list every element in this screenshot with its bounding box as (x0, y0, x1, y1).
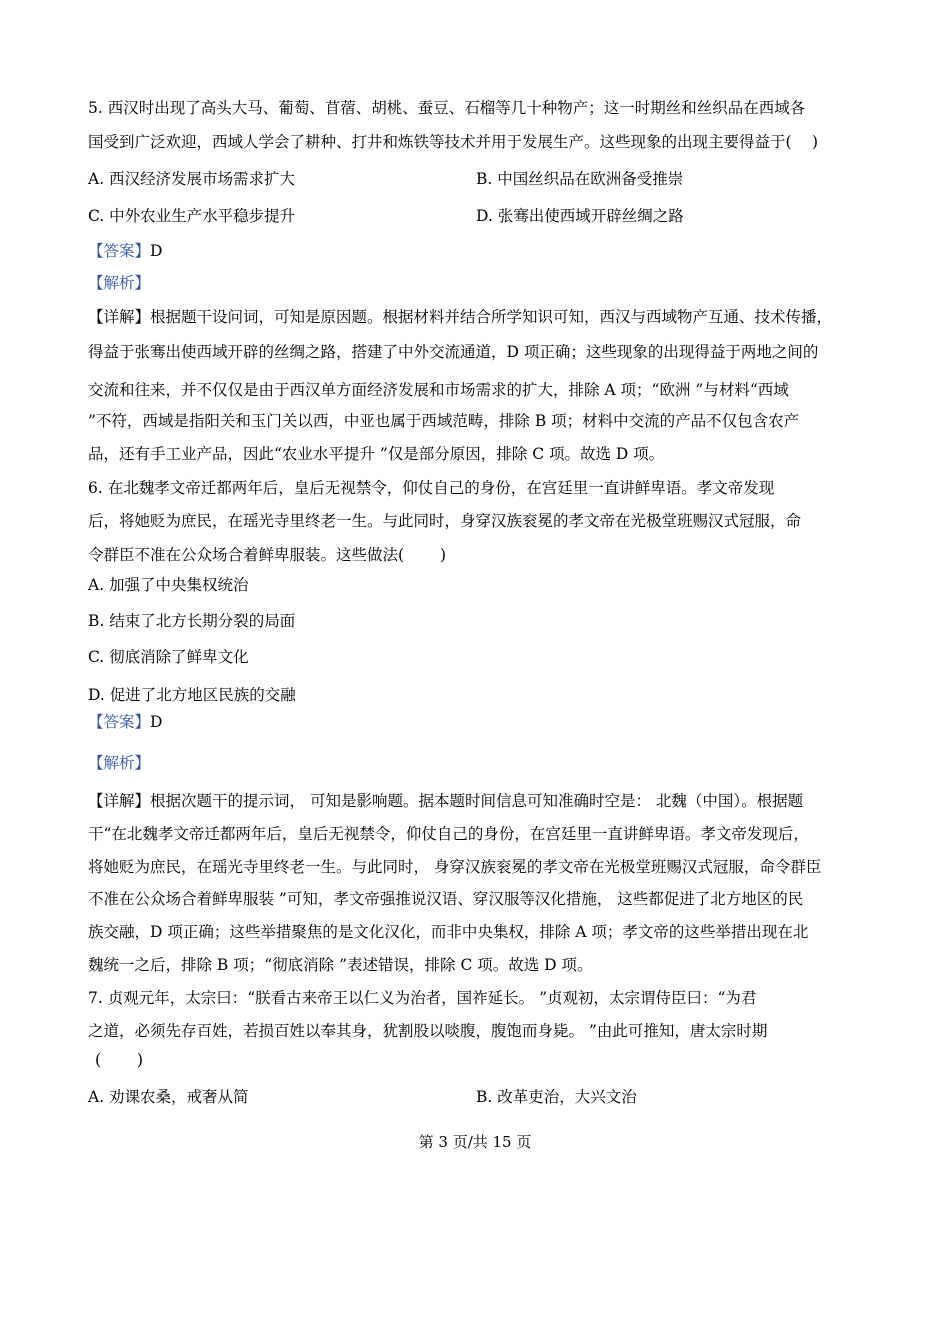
q6-answer-value: D (150, 713, 163, 731)
q5-stem-line-2: 国受到广泛欢迎，西域人学会了耕种、打井和炼铁等技术并用于发展生产。这些现象的出现主要得益于( ) (88, 133, 819, 151)
q6-stem-line-2: 后，将她贬为庶民，在瑶光寺里终老一生。与此同时，身穿汉族衮冕的孝文帝在光极堂班赐汉式冠服，命 (88, 512, 802, 530)
q6-option-d: D. 促进了北方地区民族的交融 (88, 686, 296, 704)
q5-detail-line-5: 品，还有手工业产品，因此“农业水平提升 ”仅是部分原因，排除 C 项。故选 D 项。 (88, 445, 665, 463)
q5-option-b: B. 中国丝织品在欧洲备受推崇 (476, 170, 684, 188)
q5-option-a: A. 西汉经济发展市场需求扩大 (88, 170, 296, 188)
q6-detail-line-5: 族交融，D 项正确；这些举措聚焦的是文化汉化，而非中央集权，排除 A 项；孝文帝的这些举措出现在北 (88, 923, 809, 941)
q6-detail-line-2: 干“在北魏孝文帝迁都两年后，皇后无视禁令，仰仗自己的身份，在宫廷里一直讲鲜卑语。孝文帝发现后， (88, 825, 809, 843)
q6-detail-text-1: 根据次题干的提示词， 可知是影响题。据本题时间信息可知准确时空是： 北魏（中国）。根据题 (150, 792, 804, 810)
q6-option-b: B. 结束了北方长期分裂的局面 (88, 612, 296, 630)
q5-detail-line-4: ”不符，西域是指阳关和玉门关以西，中亚也属于西域范畴，排除 B 项；材料中交流的产品不仅包含农产 (88, 412, 800, 430)
q5-option-c: C. 中外农业生产水平稳步提升 (88, 207, 296, 225)
q6-analysis-tag: 【解析】 (88, 754, 151, 772)
q6-answer-tag: 【答案】 (88, 713, 151, 731)
q7-stem-line-2: 之道，必须先存百姓，若损百姓以奉其身，犹割股以啖腹，腹饱而身毙。 ”由此可推知，唐太宗时期 (88, 1022, 768, 1040)
q5-option-d: D. 张骞出使西域开辟丝绸之路 (476, 207, 684, 225)
q6-stem-line-3: 令群臣不准在公众场合着鲜卑服装。这些做法( ) (88, 546, 447, 564)
q6-option-a: A. 加强了中央集权统治 (88, 576, 249, 594)
q5-detail-line-2: 得益于张骞出使西域开辟的丝绸之路，搭建了中外交流通道，D 项正确；这些现象的出现得益于两地之间的 (88, 343, 819, 361)
q5-answer-value: D (150, 242, 163, 260)
q5-detail-tag: 【详解】 (88, 308, 151, 326)
q6-option-c: C. 彻底消除了鲜卑文化 (88, 648, 249, 666)
q6-stem-line-1: 6. 在北魏孝文帝迁都两年后，皇后无视禁令，仰仗自己的身份，在宫廷里一直讲鲜卑语。孝文帝发现 (88, 479, 775, 497)
q6-detail-line-4: 不准在公众场合着鲜卑服装 ”可知，孝文帝强推说汉语、穿汉服等汉化措施， 这些都促进了北方地区的民 (88, 890, 804, 908)
q6-detail-tag: 【详解】 (88, 792, 151, 810)
q5-detail-line-1 (88, 307, 832, 327)
q6-detail-line-1 (88, 791, 803, 811)
q7-option-b: B. 改革吏治，大兴文治 (476, 1088, 637, 1106)
q5-detail-text-1: 根据题干设问词，可知是原因题。根据材料并结合所学知识可知，西汉与西域物产互通、技术传播， (150, 308, 833, 326)
q7-stem-line-3: ( ) (95, 1051, 144, 1069)
q5-detail-line-3: 交流和往来，并不仅仅是由于西汉单方面经济发展和市场需求的扩大，排除 A 项；“欧洲 ”与材料“西域 (88, 381, 789, 399)
q5-analysis-tag: 【解析】 (88, 274, 151, 292)
q5-stem-line-1: 5. 西汉时出现了高头大马、葡萄、苜蓿、胡桃、蚕豆、石榴等几十种物产；这一时期丝和丝织品在西域各 (88, 99, 806, 117)
page-number-footer: 第 3 页/共 15 页 (418, 1133, 532, 1151)
q6-detail-line-3: 将她贬为庶民，在瑶光寺里终老一生。与此同时， 身穿汉族衮冕的孝文帝在光极堂班赐汉式冠服，命令群臣 (88, 858, 822, 876)
q6-detail-line-6: 魏统一之后，排除 B 项；“彻底消除 ”表述错误，排除 C 项。故选 D 项。 (88, 956, 593, 974)
q5-answer (88, 241, 162, 261)
q7-stem-line-1: 7. 贞观元年，太宗曰：“朕看古来帝王以仁义为治者，国祚延长。 ”贞观初，太宗谓侍臣曰：“为君 (88, 989, 757, 1007)
q7-option-a: A. 劝课农桑，戒奢从简 (88, 1088, 249, 1106)
q6-answer (88, 712, 162, 732)
q5-answer-tag: 【答案】 (88, 242, 151, 260)
